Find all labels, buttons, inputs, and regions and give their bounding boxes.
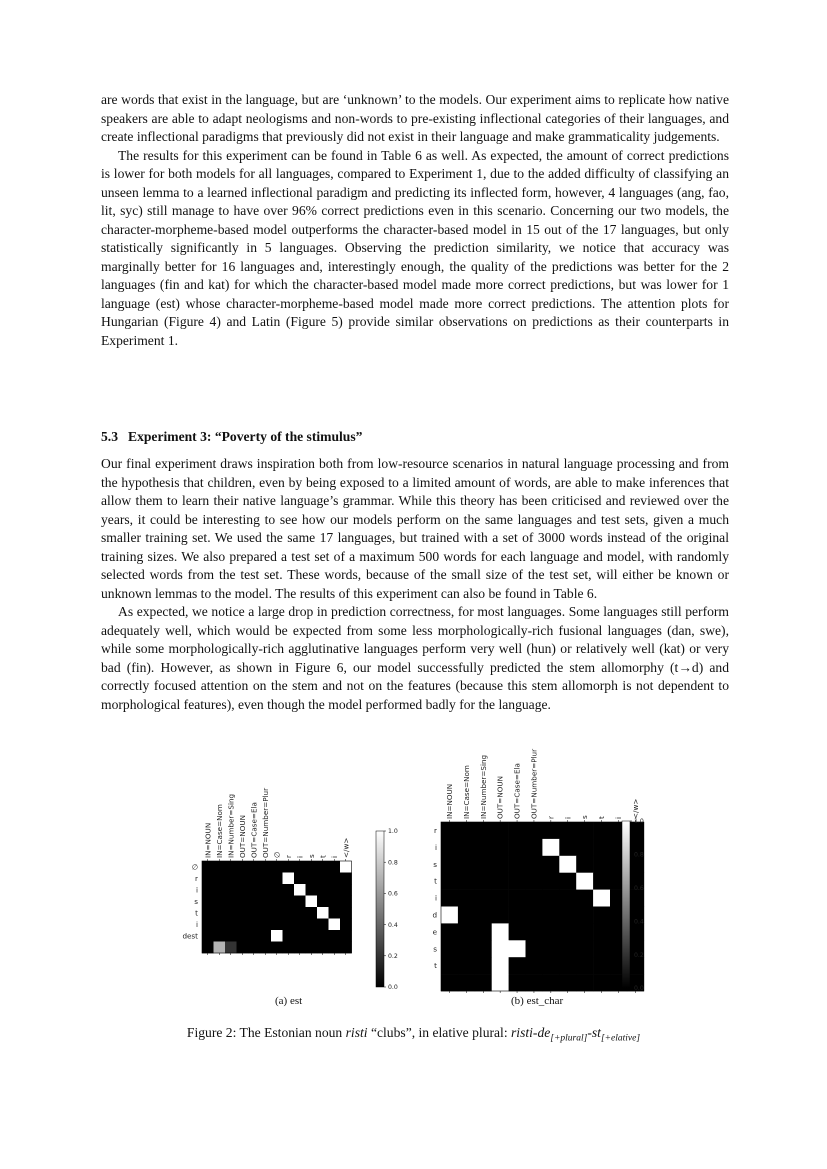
x-tick-label: OUT=Case=Ela <box>249 802 259 858</box>
heatmap-cell <box>542 957 559 974</box>
heatmap-cell <box>237 919 249 931</box>
section-title: Experiment 3: “Poverty of the stimulus” <box>128 429 363 444</box>
heatmap-cell <box>475 856 492 873</box>
y-tick-label: t <box>434 961 437 971</box>
x-tick-label: i <box>329 856 339 858</box>
heatmap-cell <box>458 940 475 957</box>
x-tick-label: s <box>306 854 316 858</box>
heatmap-cell <box>214 942 226 954</box>
y-tick-label: t <box>434 876 437 886</box>
colorbar-tick-label: 0.8 <box>388 859 398 867</box>
heatmap-cell <box>593 890 610 907</box>
y-tick-label: ∅ <box>191 862 198 872</box>
heatmap-cell <box>576 974 593 991</box>
heatmap-cell <box>317 873 329 885</box>
x-tick-label: </w> <box>341 837 351 858</box>
heatmap-cell <box>441 957 458 974</box>
heatmap-cell <box>294 884 306 896</box>
heatmap-cell <box>458 856 475 873</box>
heatmap-cell <box>237 930 249 942</box>
paragraph: Our final experiment draws inspiration both from low-resource scenarios in natural language processing and from the hypothesis that children, even by being exposed to a limited amount of words, are able to make inferences that allow them to learn their native language’s grammar. While this theory has been criticised and reviewed over the years, it could be interesting to see how our models perform on the same languages and test sets, given a much smaller training set. We used the same 17 languages, but trained with a set of 3000 words instead of the original training sizes. We also prepared a test set of a maximum 500 words for each language and model, with randomly selected words from the test set. These words, because of the small size of the test set, will either be known or unknown lemmas to the model. The results of this experiment can also be found in Table 6. <box>101 456 729 601</box>
heatmap-est <box>180 735 400 995</box>
heatmap-cell <box>260 896 272 908</box>
heatmap-cell <box>526 923 543 940</box>
heatmap-cell <box>294 896 306 908</box>
heatmap-cell <box>225 930 237 942</box>
heatmap-cell <box>576 907 593 924</box>
heatmap-cell <box>593 873 610 890</box>
colorbar-tick-label: 0.0 <box>634 985 644 993</box>
heatmap-cell <box>248 919 260 931</box>
heatmap-cell <box>542 923 559 940</box>
heatmap-cell <box>593 839 610 856</box>
heatmap-cell <box>294 919 306 931</box>
y-tick-label: i <box>196 885 198 895</box>
heatmap-cell <box>542 839 559 856</box>
heatmap-cell <box>340 919 352 931</box>
heatmap-cell <box>458 957 475 974</box>
heatmap-cell <box>593 974 610 991</box>
heatmap-cell <box>294 930 306 942</box>
heatmap-cell <box>441 974 458 991</box>
heatmap-cell <box>526 957 543 974</box>
heatmap-cell <box>294 861 306 873</box>
heatmap-cell <box>559 839 576 856</box>
heatmap-cell <box>260 873 272 885</box>
heatmap-cell <box>237 873 249 885</box>
heatmap-cell <box>237 907 249 919</box>
subcaption-a: (a) est <box>275 995 303 1007</box>
heatmap-cell <box>214 861 226 873</box>
x-tick-label: OUT=NOUN <box>495 775 505 819</box>
heatmap-cell <box>317 896 329 908</box>
heatmap-cell <box>306 930 318 942</box>
heatmap-cell <box>271 896 283 908</box>
heatmap-cell <box>475 957 492 974</box>
y-tick-label: d <box>432 910 437 920</box>
intro-text <box>101 91 729 350</box>
section-number: 5.3 <box>101 429 118 444</box>
heatmap-cell <box>271 884 283 896</box>
heatmap-cell <box>260 930 272 942</box>
heatmap-cell <box>225 896 237 908</box>
heatmap-cell <box>271 861 283 873</box>
colorbar-tick-label: 0.2 <box>388 953 398 960</box>
heatmap-cell <box>317 942 329 954</box>
heatmap-cell <box>526 974 543 991</box>
colorbar-tick-label: 1.0 <box>634 818 644 826</box>
heatmap-cell <box>225 942 237 954</box>
heatmap-cell <box>225 919 237 931</box>
heatmap-cell <box>576 856 593 873</box>
heatmap-cell <box>294 942 306 954</box>
heatmap-cell <box>559 923 576 940</box>
heatmap-cell <box>260 861 272 873</box>
heatmap-cell <box>214 873 226 885</box>
heatmap-cell <box>492 940 509 957</box>
x-tick-label: IN=NOUN <box>203 822 213 858</box>
colorbar-tick-label: 0.4 <box>388 921 398 929</box>
heatmap-cell <box>542 822 559 839</box>
heatmap-cell <box>329 907 341 919</box>
heatmap-cell <box>225 873 237 885</box>
heatmap-cell <box>576 822 593 839</box>
heatmap-cell <box>492 873 509 890</box>
heatmap-cell <box>202 896 214 908</box>
heatmap-cell <box>526 822 543 839</box>
heatmap-cell <box>475 890 492 907</box>
heatmap-cell <box>475 839 492 856</box>
figure-caption: Figure 2: The Estonian noun risti “clubs”, in elative plural: risti-$de_{[+plural]}-st_{[+elative]}$ <box>186 1025 641 1044</box>
heatmap-cell <box>458 974 475 991</box>
heatmap-cell <box>271 930 283 942</box>
section-text <box>101 455 729 714</box>
heatmap-cell <box>340 884 352 896</box>
x-tick-label: s <box>580 815 590 819</box>
heatmap-cell <box>214 930 226 942</box>
heatmap-cell <box>559 873 576 890</box>
heatmap-cell <box>271 942 283 954</box>
heatmap-cell <box>237 896 249 908</box>
heatmap-cell <box>526 856 543 873</box>
heatmap-cell <box>306 873 318 885</box>
heatmap-cell <box>202 942 214 954</box>
heatmap-cell <box>441 890 458 907</box>
heatmap-cell <box>509 822 526 839</box>
heatmap-cell <box>340 942 352 954</box>
heatmap-cell <box>458 907 475 924</box>
y-tick-label: i <box>435 842 437 852</box>
x-tick-label: OUT=Number=Plur <box>529 748 539 819</box>
heatmap-cell <box>475 940 492 957</box>
heatmap-cell <box>559 822 576 839</box>
heatmap-cell <box>576 839 593 856</box>
heatmap-cell <box>340 896 352 908</box>
section-heading <box>101 429 372 445</box>
colorbar <box>376 831 384 987</box>
heatmap-cell <box>202 919 214 931</box>
heatmap-cell <box>329 919 341 931</box>
heatmap-cell <box>271 919 283 931</box>
heatmap-cell <box>492 890 509 907</box>
heatmap-cell <box>593 907 610 924</box>
heatmap-cell <box>329 884 341 896</box>
x-tick-label: OUT=NOUN <box>237 814 247 858</box>
heatmap-cell <box>593 822 610 839</box>
heatmap-cell <box>593 957 610 974</box>
x-tick-label: </w> <box>630 798 640 819</box>
heatmap-cell <box>559 957 576 974</box>
heatmap-cell <box>559 856 576 873</box>
heatmap-cell <box>214 919 226 931</box>
y-tick-label: t <box>195 908 198 918</box>
heatmap-cell <box>202 861 214 873</box>
heatmap-cell <box>526 907 543 924</box>
heatmap-cell <box>492 923 509 940</box>
heatmap-cell <box>492 974 509 991</box>
heatmap-cell <box>492 856 509 873</box>
heatmap-cell <box>260 942 272 954</box>
heatmap-cell <box>526 873 543 890</box>
heatmap-cell <box>509 856 526 873</box>
heatmap-cell <box>329 896 341 908</box>
colorbar-tick-label: 0.2 <box>634 951 644 959</box>
heatmap-cell <box>458 873 475 890</box>
heatmap-cell <box>283 873 295 885</box>
x-tick-label: i <box>613 817 623 819</box>
heatmap-cell <box>509 907 526 924</box>
heatmap-cell <box>509 890 526 907</box>
heatmap-cell <box>283 861 295 873</box>
heatmap-cell <box>441 856 458 873</box>
heatmap-cell <box>593 856 610 873</box>
heatmap-est-char <box>415 735 665 995</box>
heatmap-cell <box>458 923 475 940</box>
heatmap-cell <box>237 884 249 896</box>
heatmap-cell <box>317 907 329 919</box>
x-tick-label: IN=Number=Sing <box>478 754 488 819</box>
heatmap-cell <box>306 919 318 931</box>
heatmap-cell <box>475 923 492 940</box>
heatmap-cell <box>576 940 593 957</box>
heatmap-cell <box>248 942 260 954</box>
heatmap-cell <box>340 907 352 919</box>
y-tick-label: r <box>195 873 198 883</box>
heatmap-cell <box>593 923 610 940</box>
heatmap-cell <box>542 856 559 873</box>
x-tick-label: i <box>563 817 573 819</box>
heatmap-cell <box>225 884 237 896</box>
heatmap-cell <box>526 839 543 856</box>
x-tick-label: ∅ <box>272 851 282 858</box>
x-tick-label: OUT=Number=Plur <box>260 787 270 858</box>
heatmap-cell <box>542 974 559 991</box>
heatmap-cell <box>329 930 341 942</box>
heatmap-cell <box>283 930 295 942</box>
heatmap-cell <box>526 940 543 957</box>
heatmap-cell <box>306 942 318 954</box>
paragraph: The results for this experiment can be found in Table 6 as well. As expected, the amount of correct predictions is lower for both models for all languages, compared to Experiment 1, due to the added difficulty of classifying an unseen lemma to a learned inflectional paradigm and predicting its inflected form, however, 4 languages (ang, fao, lit, syc) still manage to have over 96% correct predictions even in this scenario. Concerning our two models, the character-morpheme-based model outperforms the character-based model in 15 out of the 17 languages, but only statistically significantly in 5 languages. Observing the prediction similarity, we notice that accuracy was marginally better for 16 languages and, interestingly enough, the quality of the predictions was better for the 2 languages (fin and kat) for which the character-based model made more correct predictions, but was lower for 1 language (est) whose character-morpheme-based model made more correct predictions. The attention plots for Hungarian (Figure 4) and Latin (Figure 5) provide similar observations on predictions as their counterparts in Experiment 1. <box>101 147 729 348</box>
heatmap-cell <box>271 873 283 885</box>
heatmap-cell <box>214 907 226 919</box>
heatmap-cell <box>492 822 509 839</box>
heatmap-cell <box>559 890 576 907</box>
heatmap-cell <box>260 907 272 919</box>
heatmap-cell <box>306 896 318 908</box>
heatmap-cell <box>340 873 352 885</box>
heatmap-cell <box>225 861 237 873</box>
heatmap-cell <box>509 974 526 991</box>
heatmap-cell <box>458 822 475 839</box>
heatmap-cell <box>317 884 329 896</box>
x-tick-label: r <box>546 816 556 819</box>
colorbar-tick-label: 0.6 <box>634 885 644 892</box>
x-tick-label: t <box>318 855 328 858</box>
heatmap-cell <box>441 923 458 940</box>
heatmap-cell <box>202 930 214 942</box>
heatmap-cell <box>492 839 509 856</box>
y-tick-label: s <box>194 896 198 906</box>
heatmap-cell <box>248 884 260 896</box>
heatmap-cell <box>294 907 306 919</box>
heatmap-cell <box>509 940 526 957</box>
heatmap-cell <box>340 930 352 942</box>
x-tick-label: r <box>283 855 293 858</box>
colorbar-tick-label: 0.4 <box>634 918 644 926</box>
y-tick-label: e <box>432 927 437 937</box>
x-tick-label: t <box>597 816 607 819</box>
heatmap-cell <box>559 907 576 924</box>
heatmap-cell <box>214 884 226 896</box>
heatmap-cell <box>509 923 526 940</box>
heatmap-cell <box>294 873 306 885</box>
heatmap-cell <box>329 942 341 954</box>
heatmap-cell <box>248 896 260 908</box>
heatmap-cell <box>475 974 492 991</box>
heatmap-cell <box>306 884 318 896</box>
y-tick-label: s <box>433 859 437 869</box>
x-tick-label: IN=NOUN <box>444 783 454 819</box>
colorbar-tick-label: 0.0 <box>388 984 398 992</box>
heatmap-cell <box>340 861 352 873</box>
colorbar-tick-label: 0.8 <box>634 851 644 859</box>
y-tick-label: i <box>196 919 198 929</box>
heatmap-cell <box>317 930 329 942</box>
heatmap-cell <box>492 907 509 924</box>
colorbar <box>622 821 630 988</box>
heatmap-cell <box>593 940 610 957</box>
x-tick-label: i <box>295 856 305 858</box>
heatmap-cell <box>225 907 237 919</box>
paragraph: are words that exist in the language, but are ‘unknown’ to the models. Our experiment aims to replicate how native speakers are able to adapt neologisms and non-words to pre-existing inflectional categories of their languages, and create inflectional paradigms that previously did not exist in their language and make grammaticality judgements. <box>101 92 729 144</box>
colorbar-tick-label: 1.0 <box>388 828 398 836</box>
heatmap-cell <box>458 839 475 856</box>
heatmap-cell <box>559 974 576 991</box>
heatmap-cell <box>441 907 458 924</box>
heatmap-cell <box>475 822 492 839</box>
heatmap-cell <box>576 923 593 940</box>
heatmap-cell <box>475 873 492 890</box>
heatmap-cell <box>329 873 341 885</box>
y-tick-label: dest <box>182 931 198 941</box>
y-tick-label: r <box>434 825 437 835</box>
heatmap-cell <box>317 861 329 873</box>
heatmap-cell <box>283 942 295 954</box>
heatmap-cell <box>306 907 318 919</box>
colorbar-tick-label: 0.6 <box>388 890 398 898</box>
heatmap-cell <box>441 940 458 957</box>
heatmap-cell <box>248 907 260 919</box>
heatmap-cell <box>202 884 214 896</box>
heatmap-cell <box>542 907 559 924</box>
heatmap-cell <box>475 907 492 924</box>
heatmap-cell <box>237 861 249 873</box>
heatmap-cell <box>509 839 526 856</box>
heatmap-cell <box>526 890 543 907</box>
heatmap-cell <box>542 873 559 890</box>
heatmap-cell <box>542 890 559 907</box>
heatmap-cell <box>202 873 214 885</box>
heatmap-cell <box>317 919 329 931</box>
y-tick-label: i <box>435 893 437 903</box>
heatmap-cell <box>441 839 458 856</box>
heatmap-cell <box>542 940 559 957</box>
x-tick-label: IN=Case=Nom <box>461 765 471 819</box>
heatmap-cell <box>329 861 341 873</box>
heatmap-cell <box>202 907 214 919</box>
heatmap-cell <box>260 919 272 931</box>
x-tick-label: IN=Case=Nom <box>214 804 224 858</box>
heatmap-cell <box>509 873 526 890</box>
heatmap-cell <box>576 890 593 907</box>
heatmap-cell <box>271 907 283 919</box>
subcaption-b: (b) est_char <box>511 995 564 1007</box>
paragraph: As expected, we notice a large drop in prediction correctness, for most languages. Some languages still perform adequately well, which would be expected from some less morphologically-rich fusional languages (dan, swe), while some morphologically-rich agglutinative languages perform very well (hun) or relatively well (kat) or very bad (fin). However, as shown in Figure 6, our model successfully predicted the stem allomorphy (t→d) and correctly focused attention on the stem and not on the features (because this stem allomorph is not dependent to morphological features), even though the model performed badly for the language. <box>101 604 729 712</box>
heatmap-cell <box>576 957 593 974</box>
heatmap-cell <box>492 957 509 974</box>
heatmap-cell <box>283 907 295 919</box>
heatmap-cell <box>283 896 295 908</box>
heatmap-cell <box>248 873 260 885</box>
heatmap-cell <box>509 957 526 974</box>
heatmap-cell <box>441 873 458 890</box>
heatmap-cell <box>248 861 260 873</box>
heatmap-cell <box>283 884 295 896</box>
heatmap-cell <box>559 940 576 957</box>
x-tick-label: OUT=Case=Ela <box>512 763 522 819</box>
heatmap-cell <box>458 890 475 907</box>
heatmap-cell <box>260 884 272 896</box>
heatmap-cell <box>576 873 593 890</box>
heatmap-cell <box>441 822 458 839</box>
heatmap-cell <box>306 861 318 873</box>
heatmap-cell <box>237 942 249 954</box>
heatmap-cell <box>283 919 295 931</box>
x-tick-label: IN=Number=Sing <box>226 793 236 858</box>
y-tick-label: s <box>433 944 437 954</box>
heatmap-cell <box>248 930 260 942</box>
heatmap-cell <box>214 896 226 908</box>
